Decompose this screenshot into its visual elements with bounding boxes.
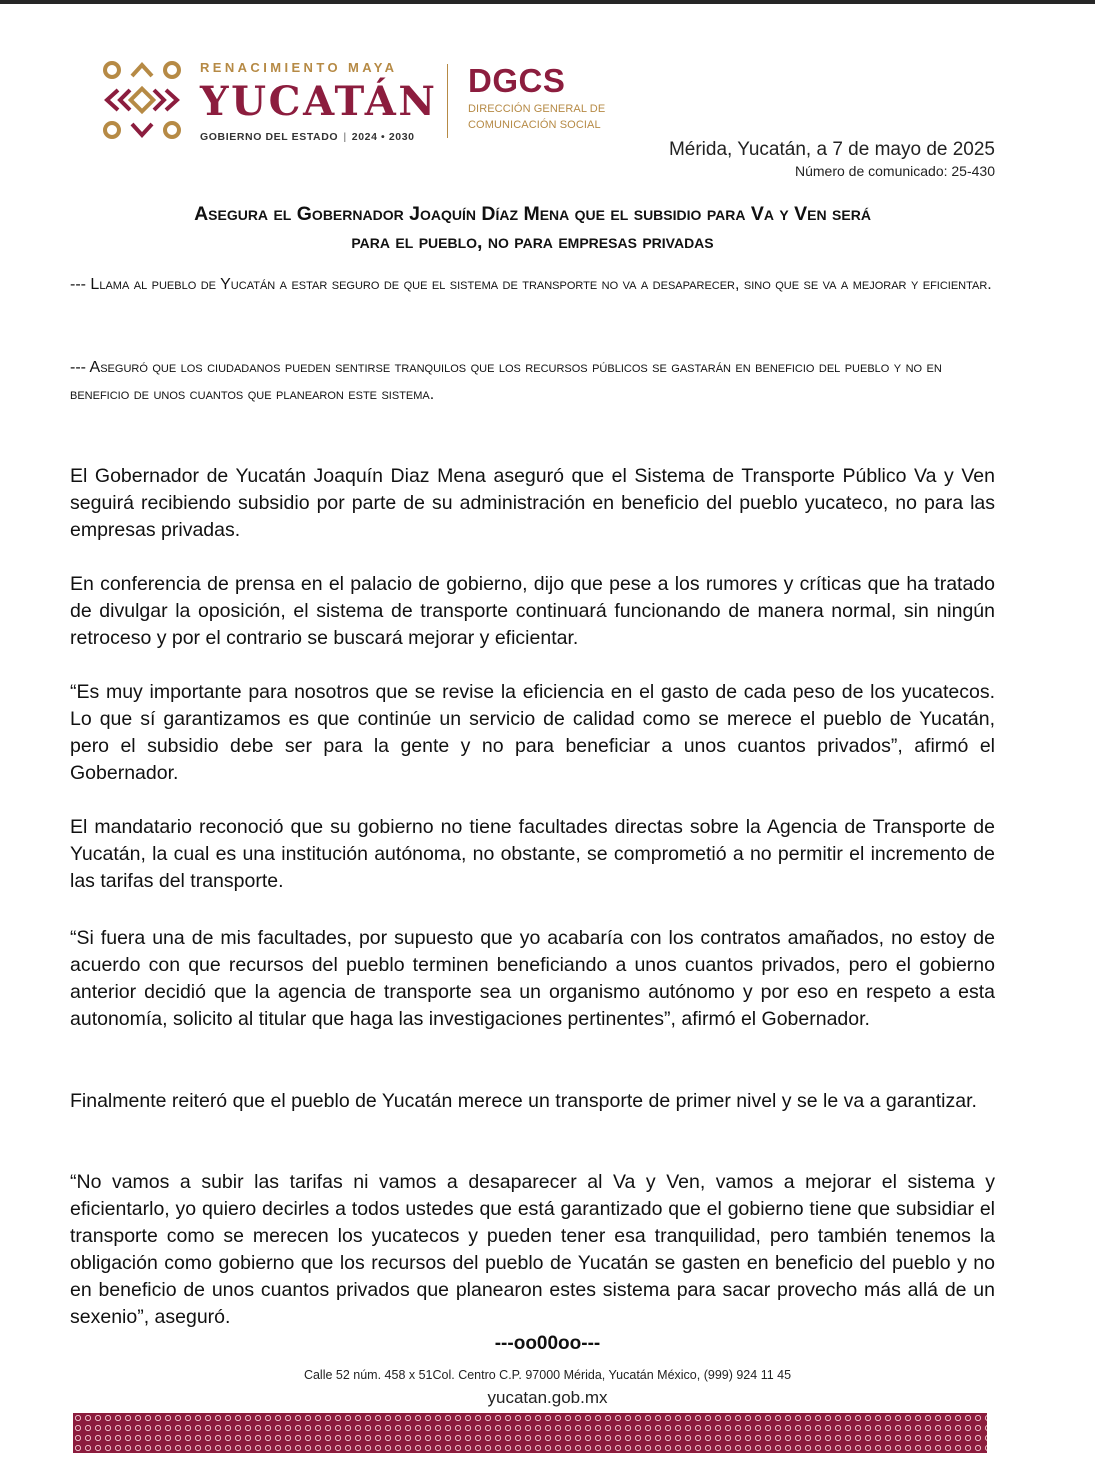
dgcs-title: DGCS	[468, 62, 566, 99]
summary-point-2: --- Aseguró que los ciudadanos pueden sentirse tranquilos que los recursos públicos se gastarán en beneficio del pueblo y no en beneficio de unos cuantos que planearon este sistema.	[70, 359, 942, 403]
body-paragraph-1: El Gobernador de Yucatán Joaquín Diaz Mena aseguró que el Sistema de Transporte Público Va y Ven seguirá recibiendo subsidio por parte de su administración en beneficio del pueblo yucateco, no para las empresas privadas.	[70, 465, 995, 541]
title-line-2: para el pueblo, no para empresas privadas	[351, 231, 714, 253]
dgcs-logo	[468, 62, 605, 132]
release-date: Mérida, Yucatán, a 7 de mayo de 2025	[668, 139, 995, 160]
footer-pattern-band	[73, 1413, 987, 1453]
dgcs-line-1: DIRECCIÓN GENERAL DE	[468, 103, 606, 115]
top-border	[0, 0, 1095, 4]
yucatan-logo-icon	[100, 58, 184, 142]
body-paragraph-7: “No vamos a subir las tarifas ni vamos a desaparecer al Va y Ven, vamos a mejorar el sistema y eficientarlo, yo quiero decirles a todos ustedes que está garantizado que el gobierno tiene que subsidiar el transporte como se merecen los yucatecos y pueden tener esa tranquilidad, pero también tenemos la obligación como gobierno que los recursos del pueblo de Yucatán se gasten en beneficio del pueblo y no en beneficio de unos cuantos privados que planearon estes sistema para sacar provecho más allá de un sexenio”, aseguró.	[70, 1171, 995, 1328]
brand-block	[200, 58, 438, 143]
body-paragraph-2: En conferencia de prensa en el palacio de gobierno, dijo que pese a los rumores y críticas que ha tratado de divulgar la oposición, el sistema de transporte continuará funcionando de manera normal, sin ningún retroceso y por el contrario se buscará mejorar y eficientar.	[70, 573, 995, 649]
brand-subtitle	[200, 131, 432, 143]
brand-name: YUCATÁN	[200, 78, 438, 125]
body-paragraph-3: “Es muy importante para nosotros que se revise la eficiencia en el gasto de cada peso de los yucatecos. Lo que sí garantizamos es que continúe un servicio de calidad como se merece el pueblo de Yucatán, pero el subsidio debe ser para la gente y no para beneficiar a unos cuantos privados”, afirmó el Gobernador.	[70, 681, 995, 784]
brand-tagline: RENACIMIENTO MAYA	[200, 60, 398, 75]
title-line-1: Asegura el Gobernador Joaquín Díaz Mena que el subsidio para Va y Ven será	[194, 203, 871, 225]
brand-sub-left: GOBIERNO DEL ESTADO	[200, 131, 339, 143]
brand-sub-separator: |	[343, 131, 347, 143]
brand-sub-right: 2024 • 2030	[351, 131, 415, 143]
header-divider	[447, 64, 448, 138]
body-paragraph-4: El mandatario reconoció que su gobierno no tiene facultades directas sobre la Agencia de Transporte de Yucatán, la cual es una institución autónoma, no obstante, se comprometió a no permitir el incremento de las tarifas del transporte.	[70, 816, 995, 892]
footer-address: Calle 52 núm. 458 x 51Col. Centro C.P. 97000 Mérida, Yucatán México, (999) 924 11 45	[303, 1368, 792, 1382]
release-number: Número de comunicado: 25-430	[794, 163, 995, 179]
summary-point-1: --- Llama al pueblo de Yucatán a estar seguro de que el sistema de transporte no va a desaparecer, sino que se va a mejorar y eficientar.	[70, 276, 992, 293]
footer-website: yucatan.gob.mx	[487, 1388, 608, 1407]
dgcs-line-2: COMUNICACIÓN SOCIAL	[468, 119, 601, 131]
press-release-title	[70, 200, 995, 256]
dateline	[669, 138, 995, 180]
body-paragraph-6: Finalmente reiteró que el pueblo de Yucatán merece un transporte de primer nivel y se le va a garantizar.	[70, 1090, 977, 1112]
body-paragraph-5: “Si fuera una de mis facultades, por supuesto que yo acabaría con los contratos amañados, no estoy de acuerdo con que recursos del pueblo terminen beneficiando a unos cuantos privados, pero el gobierno anterior decidió que la agencia de transporte sea un organismo autónomo y por eso en respeto a esta autonomía, solicito al titular que haga las investigaciones pertinentes”, afirmó el Gobernador.	[70, 927, 995, 1030]
closing-mark: ---oo00oo---	[494, 1333, 601, 1354]
